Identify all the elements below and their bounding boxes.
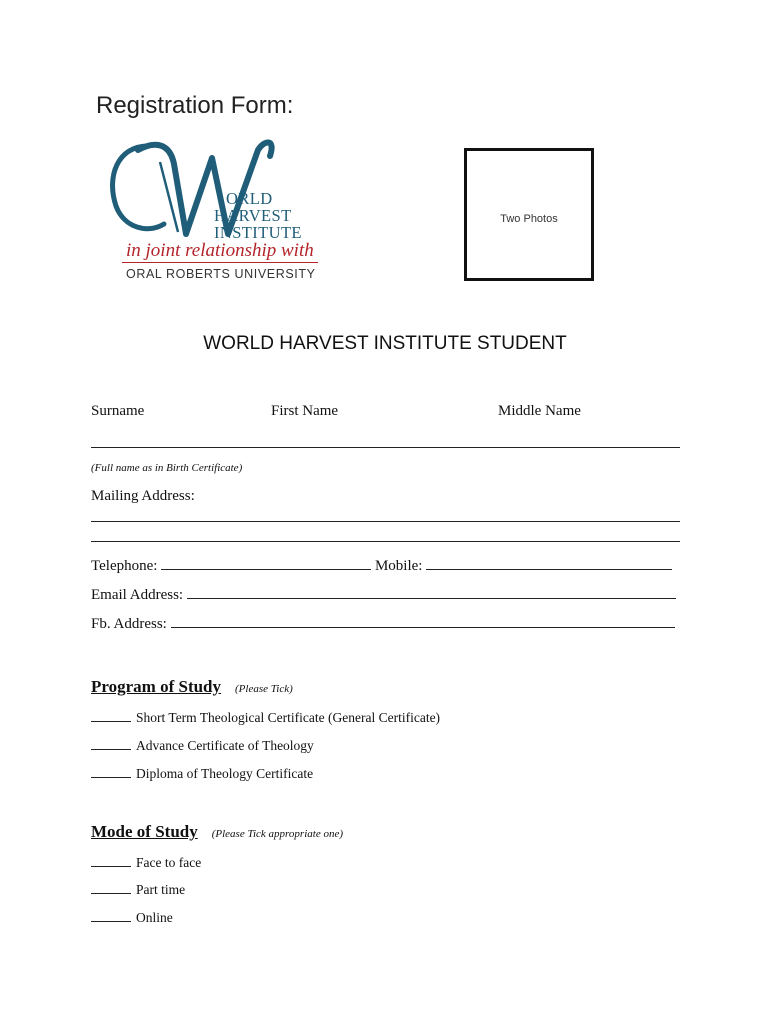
mode-option — [91, 909, 173, 926]
photo-box — [464, 148, 594, 281]
mode-option — [91, 881, 185, 898]
first-name-label: First Name — [271, 403, 339, 419]
logo-university: ORAL ROBERTS UNIVERSITY — [126, 267, 316, 281]
mode-option-label: Online — [136, 910, 173, 925]
program-option-label: Short Term Theological Certificate (General Certificate) — [136, 710, 441, 725]
mode-title — [91, 822, 206, 842]
telephone-row — [91, 556, 672, 575]
mailing-address-line-1[interactable] — [91, 521, 680, 522]
full-name-note: (Full name as in Birth Certificate) — [91, 462, 243, 474]
logo-word-institute: INSTITUTE — [214, 223, 302, 242]
mailing-address-label: Mailing Address: — [91, 488, 195, 504]
logo-word-orld: ORLD — [226, 189, 273, 208]
photo-label: Two Photos — [500, 213, 558, 225]
mode-option-label: Part time — [136, 882, 186, 897]
surname-label: Surname — [91, 403, 145, 419]
middle-name-label: Middle Name — [498, 403, 581, 419]
program-option — [91, 737, 314, 754]
form-heading: WORLD HARVEST INSTITUTE STUDENT — [203, 333, 567, 354]
program-option-label: Advance Certificate of Theology — [136, 738, 314, 753]
institute-logo — [108, 136, 328, 286]
program-hint: (Please Tick) — [235, 683, 293, 695]
mode-hint: (Please Tick appropriate one) — [211, 828, 343, 840]
mailing-address-line-2[interactable] — [91, 541, 680, 542]
mode-title-text: Mode of Study — [91, 822, 198, 841]
program-title-text: Program of Study — [91, 677, 222, 696]
mode-option — [91, 854, 201, 871]
full-name-line[interactable] — [91, 447, 680, 448]
logo-word-harvest: HARVEST — [214, 206, 292, 225]
program-option-tick[interactable] — [91, 709, 131, 722]
fb-label: Fb. Address: — [91, 616, 167, 632]
mode-option-tick[interactable] — [91, 854, 131, 867]
program-option-label: Diploma of Theology Certificate — [136, 766, 314, 781]
email-label: Email Address: — [91, 587, 184, 603]
email-field[interactable] — [187, 585, 676, 599]
fb-field[interactable] — [171, 614, 675, 628]
program-title — [91, 677, 229, 697]
mobile-field[interactable] — [426, 556, 672, 570]
telephone-label: Telephone: — [91, 558, 158, 574]
telephone-field[interactable] — [161, 556, 371, 570]
mobile-label: Mobile: — [374, 558, 423, 574]
logo-divider — [122, 262, 318, 263]
form-title: Registration Form: — [96, 92, 294, 119]
email-row — [91, 585, 676, 604]
mode-option-tick[interactable] — [91, 881, 131, 894]
mode-header — [91, 822, 343, 842]
mode-option-label: Face to face — [136, 855, 202, 870]
fb-row — [91, 614, 675, 633]
program-header — [91, 677, 293, 697]
mode-option-tick[interactable] — [91, 909, 131, 922]
program-option — [91, 709, 440, 726]
program-option-tick[interactable] — [91, 765, 131, 778]
program-option-tick[interactable] — [91, 737, 131, 750]
program-option — [91, 765, 313, 782]
logo-tagline: in joint relationship with — [126, 240, 314, 261]
